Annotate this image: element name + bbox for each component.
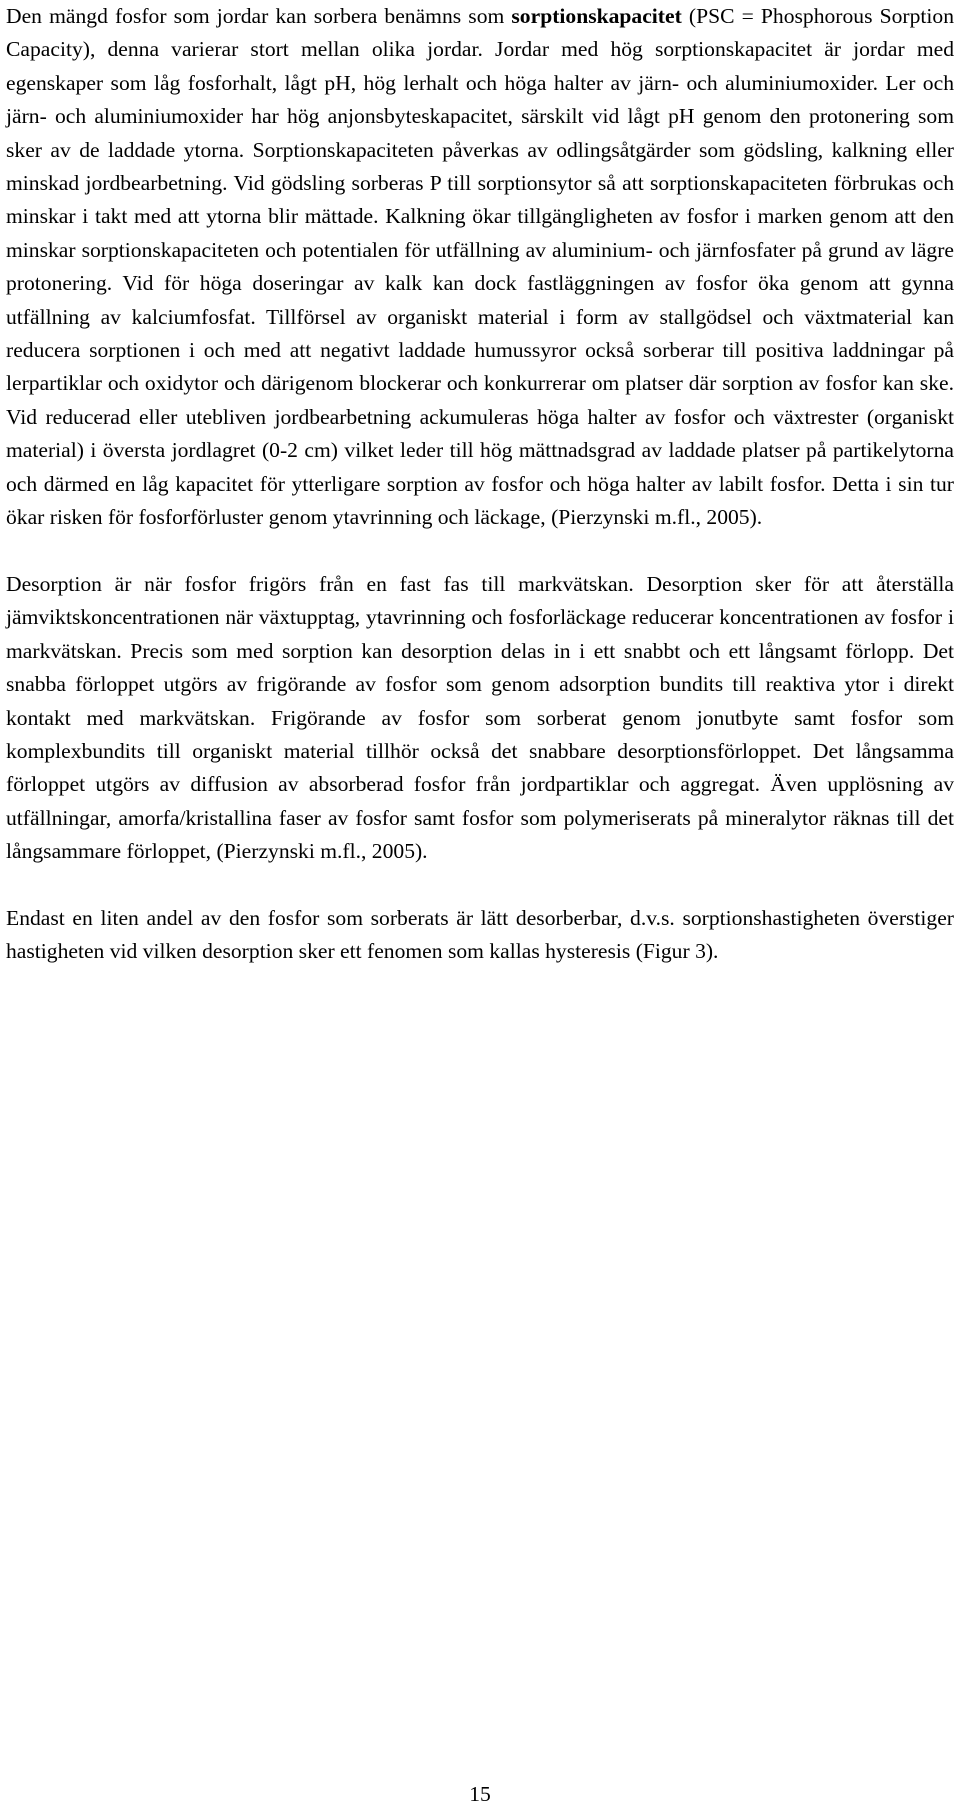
page-number: 15 [469,1782,491,1806]
paragraph-body-text: (PSC = Phosphorous Sorption Capacity), denna varierar stort mellan olika jordar. Jordar med hög sorptionskapacitet är jordar med egenskaper som låg fosforhalt, lågt pH, hög lerhalt och höga halter av järn- och aluminiumoxider. Ler och järn- och aluminiumoxider har hög anjonsbyteskapacitet, särskilt vid lågt pH genom den protonering som sker av de laddade ytorna. Sorptionskapaciteten påverkas av odlingsåtgärder som gödsling, kalkning eller minskad jordbearbetning. Vid gödsling sorberas P till sorptionsytor så att sorptionskapaciteten förbrukas och minskar i takt med att ytorna blir mättade. Kalkning ökar tillgängligheten av fosfor i marken genom att den minskar sorptionskapaciteten och potentialen för utfällning av aluminium- och järnfosfater på grund av lägre protonering. Vid för höga doseringar av kalk kan dock fastläggningen av fosfor öka genom att gynna utfällning av kalciumfosfat. Tillförsel av organiskt material i form av stallgödsel och växtmaterial kan reducera sorptionen i och med att negativt laddade humussyror också sorberar till positiva laddningar på lerpartiklar och oxidytor och därigenom blockerar och konkurrerar om platser där sorption av fosfor kan ske. Vid reducerad eller utebliven jordbearbetning ackumuleras höga halter av fosfor och växtrester (organiskt material) i översta jordlagret (0-2 cm) vilket leder till hög mättnadsgrad av laddade platser på partikelytorna och därmed en låg kapacitet för ytterligare sorption av fosfor och höga halter av labilt fosfor. Detta i sin tur ökar risken för fosforförluster genom ytavrinning och läckage, (Pierzynski m.fl., 2005). [6,4,954,530]
paragraph-intro-text: Den mängd fosfor som jordar kan sorbera benämns som [6,4,512,28]
paragraph-desorption: Desorption är när fosfor frigörs från en fast fas till markvätskan. Desorption sker för att återställa jämviktskoncentrationen när växtupptag, ytavrinning och fosforläckage reducerar koncentrationen av fosfor i markvätskan. Precis som med sorption kan desorption delas in i ett snabbt och ett långsamt förlopp. Det snabba förloppet utgörs av frigörande av fosfor som genom adsorption bundits till reaktiva ytor i direkt kontakt med markvätskan. Frigörande av fosfor som sorberat genom jonutbyte samt fosfor som komplexbundits till organiskt material tillhör också det snabbare desorptionsförloppet. Det långsamma förloppet utgörs av diffusion av absorberad fosfor från jordpartiklar och aggregat. Även upplösning av utfällningar, amorfa/kristallina faser av fosfor samt fosfor som polymeriserats på mineralytor räknas till det långsammare förloppet, (Pierzynski m.fl., 2005). [6,571,954,864]
bold-term-sorptionskapacitet: sorptionskapacitet [511,4,682,28]
paragraph-sorption-capacity [6,0,954,535]
document-body [6,0,954,969]
paragraph-hysteresis: Endast en liten andel av den fosfor som sorberats är lätt desorberbar, d.v.s. sorptionshastigheten överstiger hastigheten vid vilken desorption sker ett fenomen som kallas hysteresis (Figur 3). [6,905,954,964]
